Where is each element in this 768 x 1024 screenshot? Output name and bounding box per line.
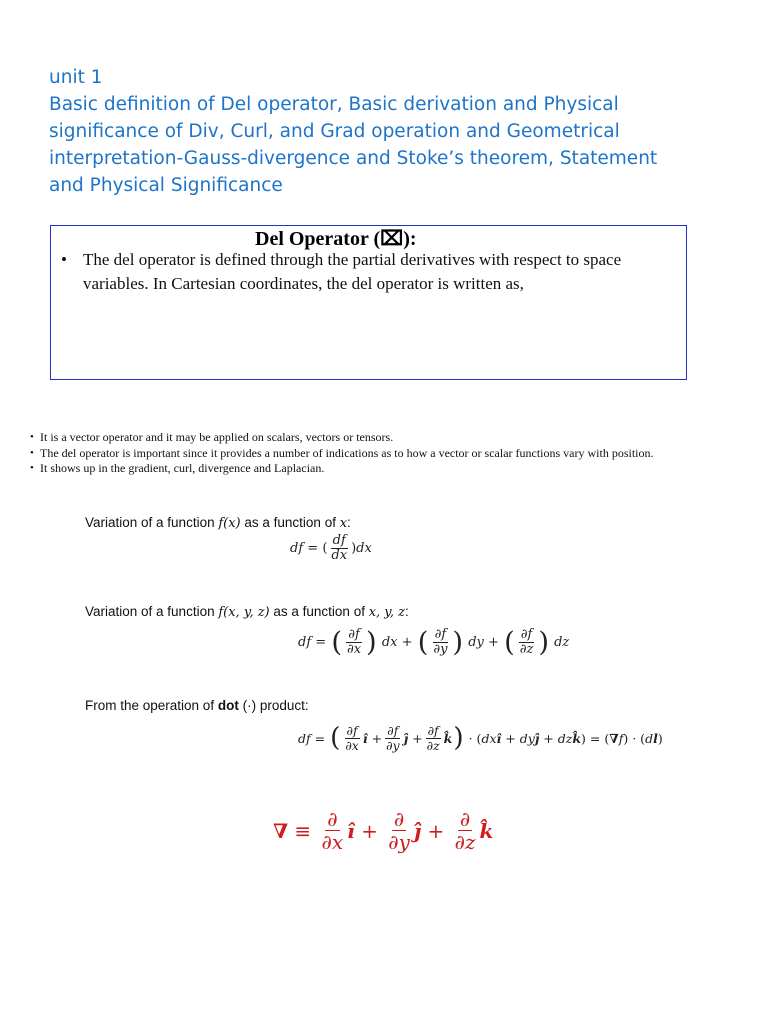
box-title: Del Operator (⌧): — [255, 228, 417, 250]
del-operator-box — [50, 225, 687, 380]
single-variable-label: Variation of a function f(x) as a function of x: — [85, 515, 351, 531]
bullet-icon: • — [61, 250, 67, 269]
list-item — [30, 430, 720, 446]
box-bullet-text: The del operator is defined through the partial derivatives with respect to space variables. In Cartesian coordinates, the del operator is written as, — [83, 250, 622, 293]
header-line: unit 1 — [49, 67, 103, 88]
df-dot-product-equation: df = ( $\frac{\partial f}{\partial x}$ î + $\frac{\partial f}{\partial y}$ ĵ + $\frac{\partial f}{\partial z}$ k̂ ) · ( dx î + dy ĵ + dz k̂ ) = ( ∇ f ) · ( d l ) — [298, 723, 663, 754]
df-multi-equation: df = ( $\frac{\partial f}{\partial x}$ ) dx + ( $\frac{\partial f}{\partial y}$ ) dy + ( $\frac{\partial f}{\partial z}$ ) dz — [298, 627, 570, 659]
bullet-icon: • — [30, 462, 34, 474]
bullet-icon: • — [30, 446, 34, 459]
dot-product-label: From the operation of dot (·) product: — [85, 698, 309, 713]
multi-variable-label: Variation of a function f(x, y, z) as a function of x, y, z: — [85, 604, 409, 620]
del-operator-equation: ∇ ≡ $\frac{\partial}{\partial x}$ î + $\frac{\partial}{\partial y}$ ĵ + $\frac{\partial}{\partial z}$ k̂ — [273, 807, 494, 854]
list-item — [30, 446, 720, 462]
bullet-icon: • — [30, 431, 34, 443]
header-line: significance of Div, Curl, and Grad operation and Geometrical — [49, 121, 620, 142]
df-single-equation: df = ( $\frac{df}{dx}$ ) dx — [290, 533, 372, 564]
header-line: Basic definition of Del operator, Basic derivation and Physical — [49, 94, 619, 115]
fact-text: It is a vector operator and it may be applied on scalars, vectors or tensors. — [40, 430, 394, 444]
fact-text: It shows up in the gradient, curl, divergence and Laplacian. — [40, 461, 325, 475]
facts-list — [30, 430, 720, 477]
header-line: interpretation-Gauss-divergence and Stoke’s theorem, Statement — [49, 148, 658, 169]
box-bullet — [61, 248, 676, 296]
fact-text: The del operator is important since it provides a number of indications as to how a vector or scalar functions vary with position. — [40, 445, 654, 460]
list-item — [30, 461, 720, 477]
header-line: and Physical Significance — [49, 175, 283, 196]
unit-header — [49, 64, 729, 199]
